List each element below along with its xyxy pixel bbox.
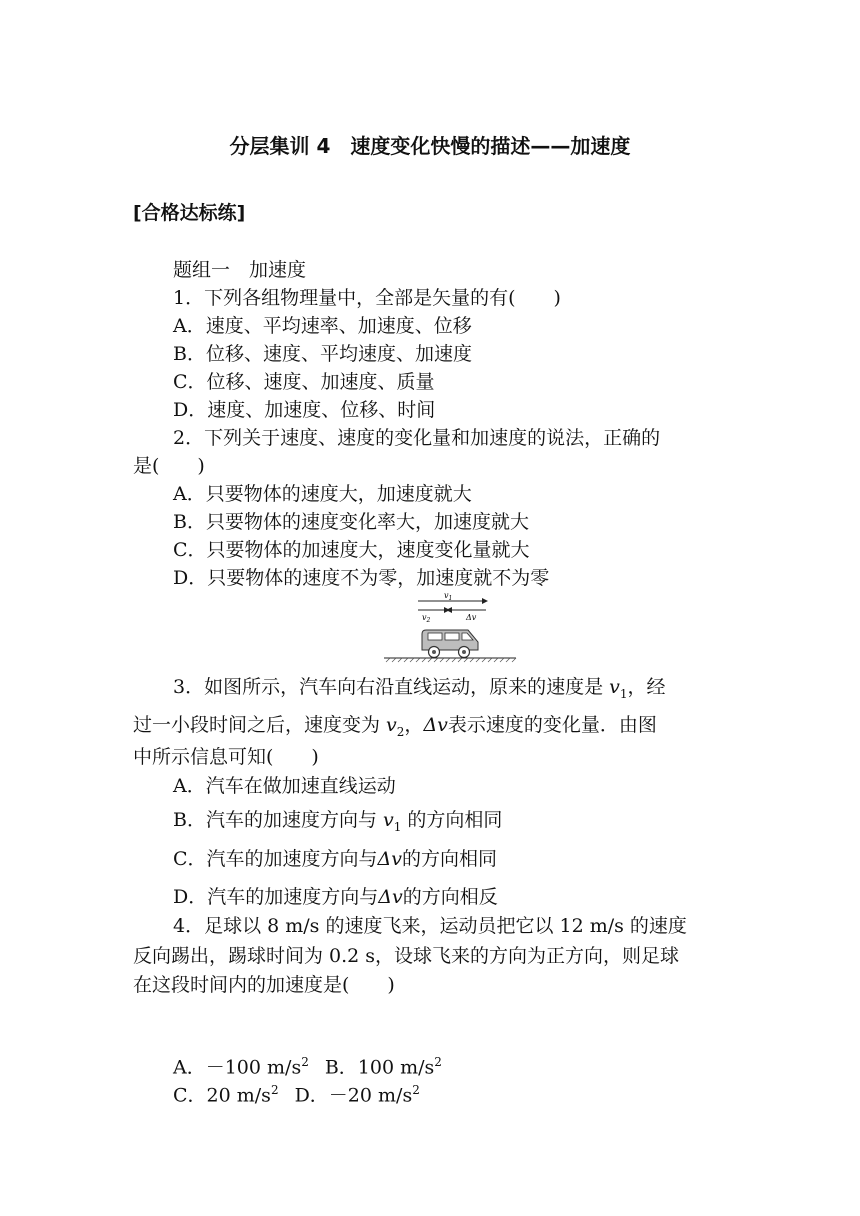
q3-stem-text-c: 过一小段时间之后，速度变为 [133, 714, 387, 736]
q3-v2-symbol: v [386, 714, 397, 736]
van-rear-hub [432, 650, 436, 654]
van-window-rear [428, 633, 442, 640]
van-velocity-figure [380, 590, 520, 666]
q4-option-d: D．－20 m/s [294, 1084, 413, 1107]
q2-stem-line1: 2．下列关于速度、速度的变化量和加速度的说法，正确的 [173, 427, 661, 449]
q3-stem-text-b: ，经 [627, 676, 666, 698]
ground-hatching [386, 658, 516, 662]
q4-stem-line2: 反向踢出，踢球时间为 0.2 s，设球飞来的方向为正方向，则足球 [133, 945, 680, 967]
section-heading: [合格达标练] [133, 202, 246, 224]
v1-arrowhead [482, 598, 488, 604]
q1-stem: 1．下列各组物理量中，全部是矢量的有( ) [173, 287, 561, 309]
q3-option-c [173, 846, 497, 872]
q3-option-c-text-a: C．汽车的加速度方向与 [173, 848, 378, 870]
q4-option-c-sup: 2 [270, 1083, 279, 1097]
q3-option-d-dv: Δv [378, 886, 403, 908]
q1-option-c: C．位移、速度、加速度、质量 [173, 371, 435, 393]
q3-option-b-text-b: 的方向相同 [401, 809, 503, 831]
q4-option-d-sup: 2 [412, 1083, 420, 1097]
q4-option-b: B．100 m/s [324, 1056, 435, 1079]
van-window-middle [445, 633, 459, 640]
v1-label: $v_1$ [444, 591, 453, 602]
q3-option-b [173, 807, 502, 840]
q2-stem-line2: 是( ) [133, 455, 205, 477]
q3-v1-symbol: v [609, 676, 620, 698]
van-front-hub [462, 650, 466, 654]
v2-label: $v_2$ [422, 613, 431, 624]
q4-option-c: C．20 m/s [173, 1084, 271, 1107]
q4-stem-line3: 在这段时间内的加速度是( ) [133, 974, 395, 996]
q3-stem-text-a: 3．如图所示，汽车向右沿直线运动，原来的速度是 [173, 676, 610, 698]
q3-option-c-text-b: 的方向相同 [402, 848, 498, 870]
q3-option-b-v: v [383, 809, 394, 831]
q3-stem-line1 [173, 674, 666, 707]
q3-v1-sub: 1 [619, 686, 628, 701]
q1-option-d: D．速度、加速度、位移、时间 [173, 399, 436, 421]
dv-label: Δv [466, 613, 477, 622]
q3-option-d-text-b: 的方向相反 [402, 886, 498, 908]
q2-option-b: B．只要物体的速度变化率大，加速度就大 [173, 511, 529, 533]
q2-option-a: A．只要物体的速度大，加速度就大 [173, 483, 472, 505]
q4-option-b-sup: 2 [434, 1055, 442, 1069]
q3-stem-text-e: 表示速度的变化量．由图 [447, 714, 657, 736]
q3-option-b-text-a: B．汽车的加速度方向与 [173, 809, 384, 831]
page-title: 分层集训 4 速度变化快慢的描述——加速度 [229, 134, 631, 158]
q3-stem-text-d: ， [404, 714, 424, 736]
q3-stem-line3: 中所示信息可知( ) [133, 746, 319, 768]
q1-option-a: A．速度、平均速率、加速度、位移 [173, 315, 472, 337]
dv-arrowhead [446, 607, 452, 613]
q3-option-d-text-a: D．汽车的加速度方向与 [173, 886, 379, 908]
q3-stem-line2 [133, 712, 657, 745]
q4-stem-line1: 4．足球以 8 m/s 的速度飞来，运动员把它以 12 m/s 的速度 [173, 915, 687, 937]
q2-option-d: D．只要物体的速度不为零，加速度就不为零 [173, 567, 550, 589]
q4-option-a: A．－100 m/s [173, 1056, 302, 1079]
q1-option-b: B．位移、速度、平均速度、加速度 [173, 343, 472, 365]
q3-option-c-dv: Δv [377, 848, 403, 870]
q3-v2-sub: 2 [396, 724, 405, 739]
q4-options-row2 [173, 1077, 420, 1108]
q3-option-b-sub: 1 [393, 819, 402, 834]
group-heading: 题组一 加速度 [173, 259, 307, 281]
q4-options-row1 [173, 1049, 442, 1080]
q4-option-a-sup: 2 [301, 1055, 309, 1069]
q3-option-d [173, 884, 498, 910]
q2-option-c: C．只要物体的加速度大，速度变化量就大 [173, 539, 530, 561]
q3-option-a: A．汽车在做加速直线运动 [173, 775, 396, 797]
q3-dv-symbol: Δv [423, 714, 448, 736]
